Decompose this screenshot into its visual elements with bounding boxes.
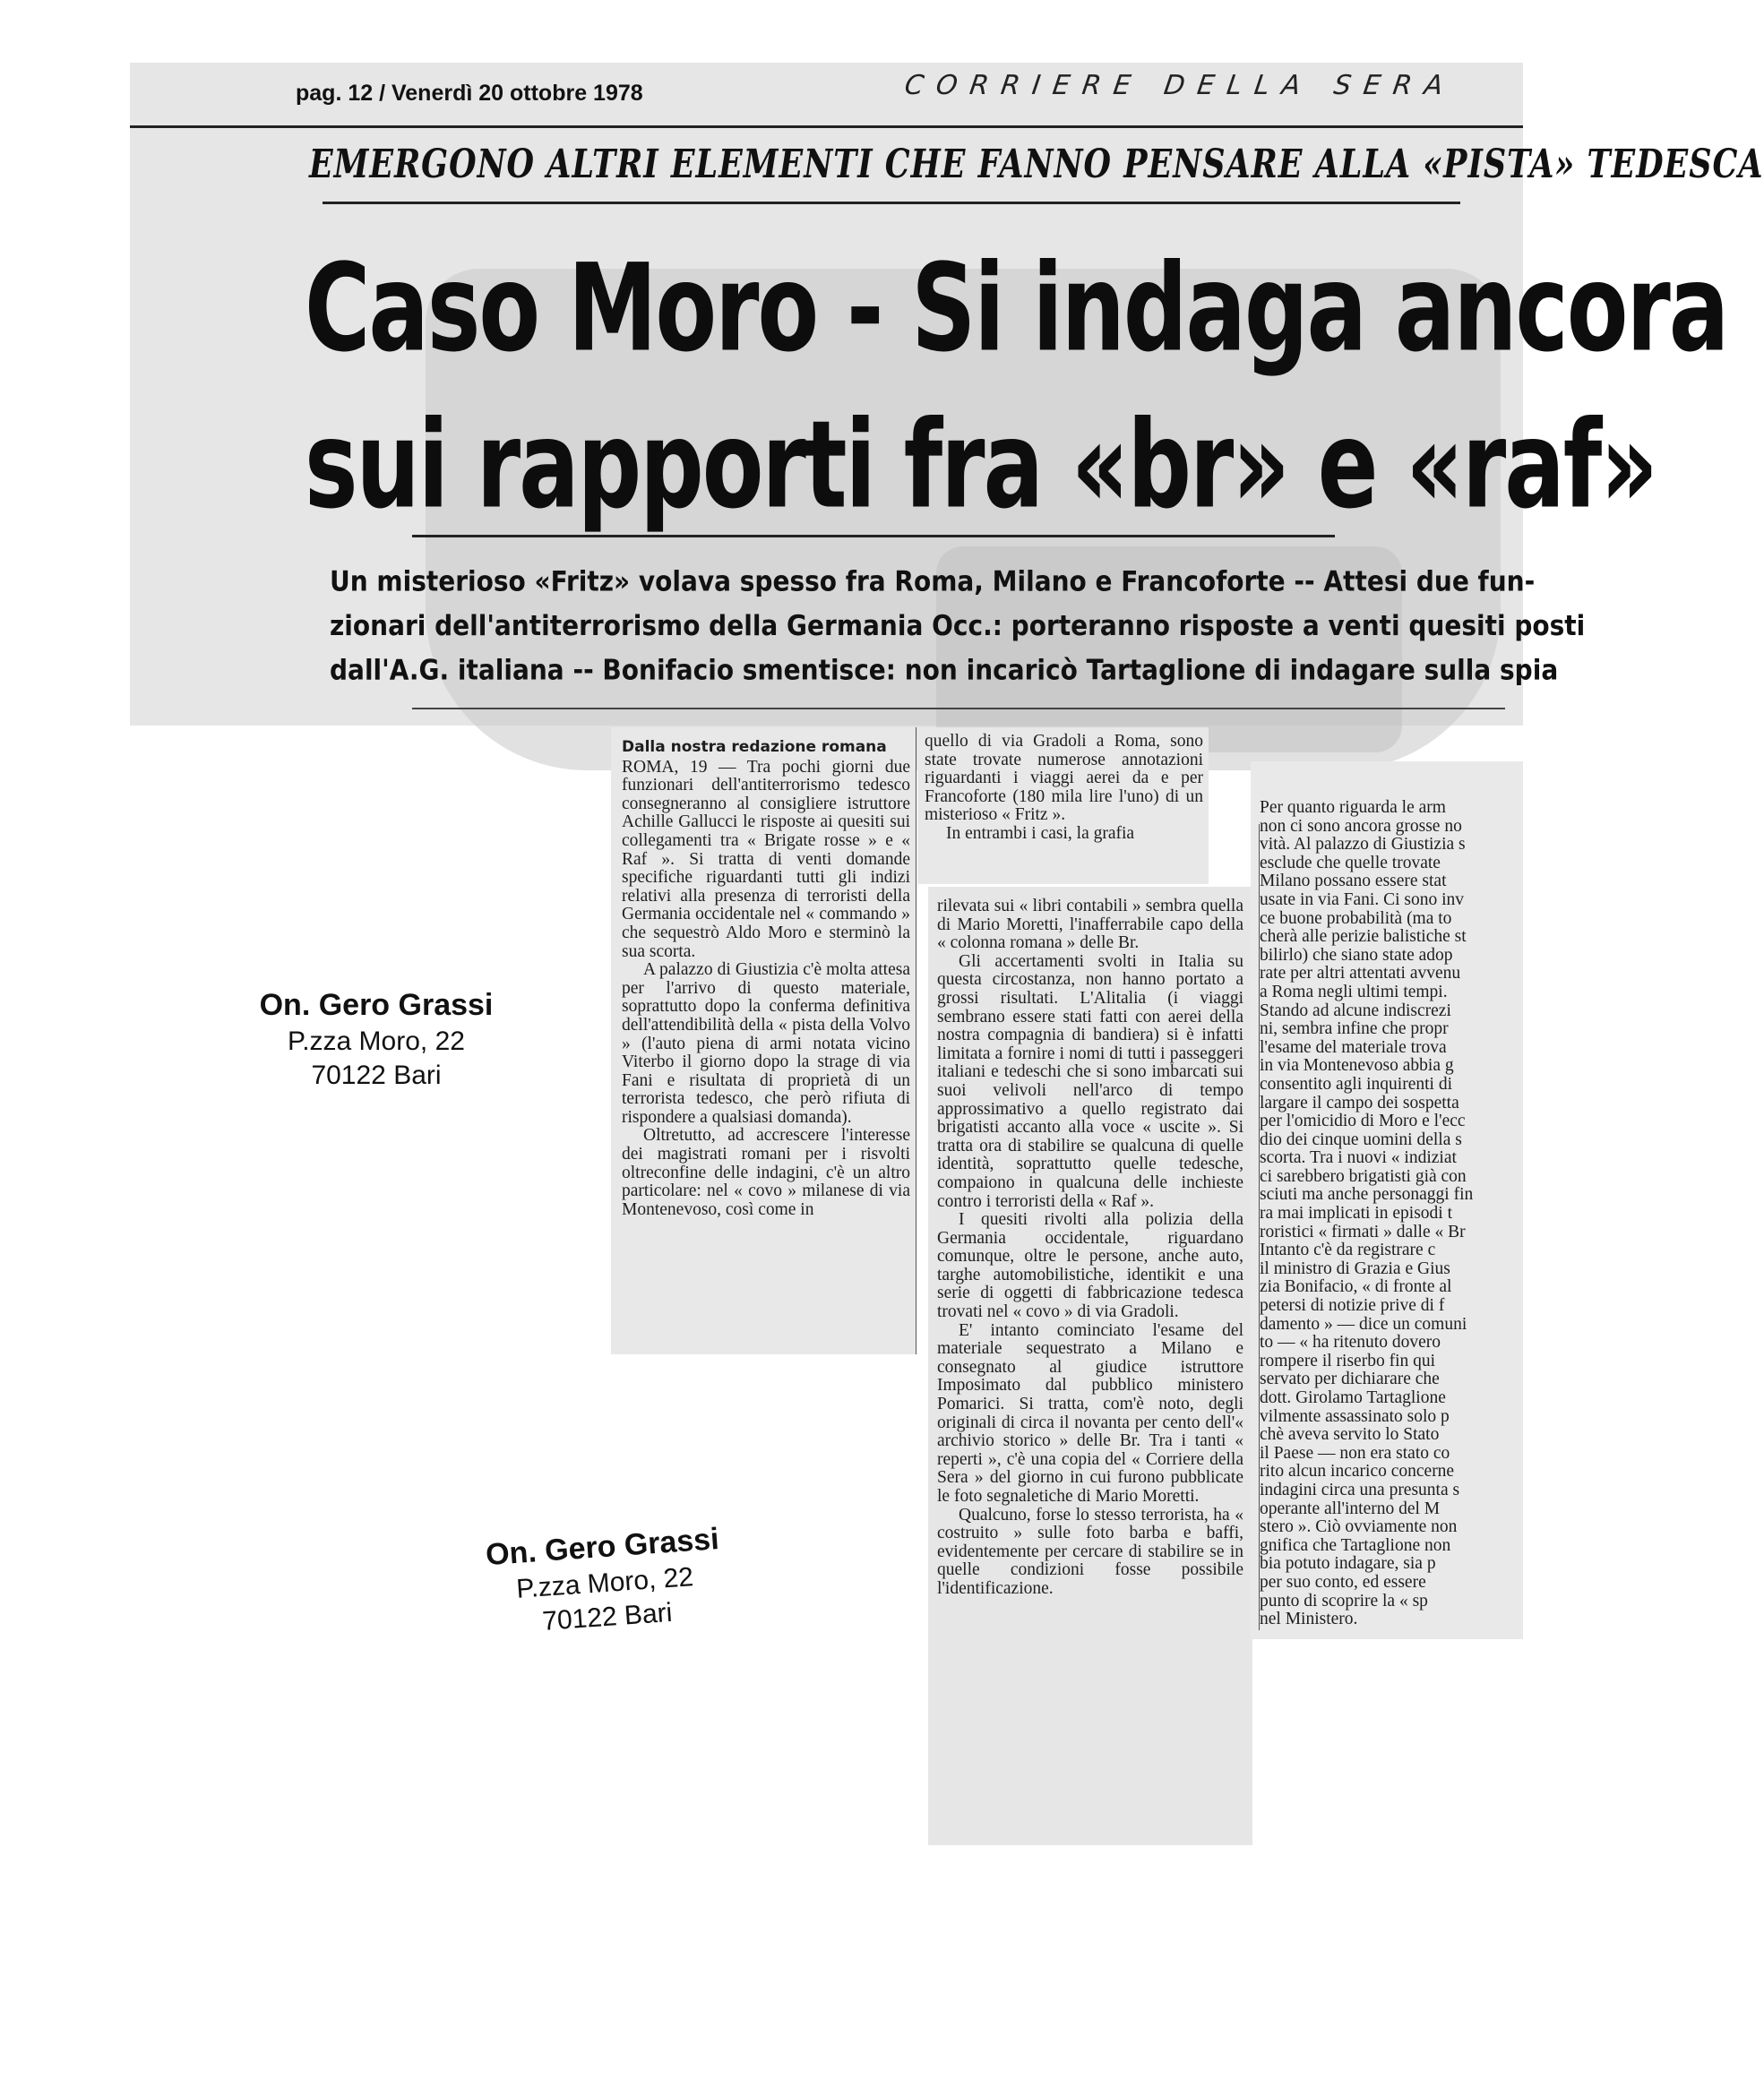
column-4-line: dott. Girolamo Tartaglione [1260,1388,1446,1407]
article-column-4 [1251,761,1523,1639]
paragraph: Qualcuno, forse lo stesso terrorista, ha « costruito » sulle foto barba e baffi, evidentemente per cercare di stabilire se in quelle condizioni fosse possibile l'identificazione. [937,1505,1243,1598]
column-4-line: punto di scoprire la « sp [1260,1591,1428,1611]
article-column-3 [928,887,1252,1845]
column-4-line: non ci sono ancora grosse no [1260,816,1462,836]
column-4-line: scorta. Tra i nuovi « indiziat [1260,1148,1457,1168]
page-info: pag. 12 / Venerdì 20 ottobre 1978 [296,81,643,106]
column-4-line: servato per dichiarare che [1260,1370,1440,1389]
column-4-line: bia potuto indagare, sia p [1260,1554,1436,1574]
column-4-line: il Paese — non era stato co [1260,1443,1450,1463]
column-4-line: dio dei cinque uomini della s [1260,1130,1462,1149]
column-4-line: per l'omicidio di Moro e l'ecc [1260,1112,1466,1131]
headline-line-1: Caso Moro - Si indaga ancora [305,237,1728,379]
column-4-line: Stando ad alcune indiscrezi [1260,1001,1451,1020]
paragraph: In entrambi i casi, la grafia [946,823,1135,843]
handwritten-masthead: CORRIERE DELLA SERA [902,70,1458,101]
column-4-line: nel Ministero. [1260,1610,1358,1629]
deck-line: Un misterioso «Fritz» volava spesso fra Roma, Milano e Francoforte -- Attesi due fun- [330,564,1536,598]
byline: Dalla nostra redazione romana [622,738,887,756]
column-4-line: bilirlo) che siano state adop [1260,945,1453,965]
column-4-line: damento » — dice un comuni [1260,1314,1467,1334]
headline-line-2: sui rapporti fra «br» e «raf» [305,394,1656,536]
column-4-line: a Roma negli ultimi tempi. [1260,982,1448,1001]
column-4-line: ni, sembra infine che propr [1260,1019,1449,1039]
column-4-line: Per quanto riguarda le arm [1260,798,1446,817]
column-4-line: rompere il riserbo fin qui [1260,1351,1436,1370]
column-rule-2 [1259,824,1260,1630]
column-4-line: vilmente assassinato solo p [1260,1406,1450,1426]
column-4-line: ci sarebbero brigatisti già con [1260,1166,1467,1186]
deck-line: dall'A.G. italiana -- Bonifacio smentisce: non incaricò Tartaglione di indagare sulla spia [330,653,1559,687]
article-column-1 [611,727,916,1354]
paragraph: ROMA, 19 — Tra pochi giorni due funzionari dell'antiterrorismo tedesco consegneranno al consigliere istruttore Achille Gallucci le risposte ai quesiti sui collegamenti tra « Brigate rosse » e « Raf ». Si tratta di venti domande specifiche riguardanti tutti gli indizi relativi alla presenza di terroristi della Germania occidentale nel « commando » che sequestrò Aldo Moro e sterminò la sua scorta. [622,757,910,961]
stamp-city: 70122 Bari [311,1061,442,1090]
column-4-line: to — « ha ritenuto dovero [1260,1333,1441,1353]
column-4-line: vità. Al palazzo di Giustizia s [1260,835,1466,855]
column-4-line: consentito agli inquirenti di [1260,1074,1453,1094]
column-4-line: in via Montenevoso abbia g [1260,1056,1454,1076]
paragraph: Gli accertamenti svolti in Italia su questa circostanza, non hanno portato a grossi risultati. L'Alitalia (i viaggi sembrano essere stati fatti con aerei della nostra compagnia di bandiera) si è infatti limitata a fornire i nomi di tutti i passeggeri italiani e tedeschi che si sono imbarcati sui suoi velivoli nell'arco di tempo approssimativo a quello registrato dai brigatisti accanto alla voce « uscite ». Si tratta ora di stabilire se qualcuna di quelle identità, soprattutto quelle tedesche, compaiono in qualcuna delle inchieste contro i terroristi della « Raf ». [937,951,1243,1211]
page-top-rule [130,125,1523,128]
column-4-line: ra mai implicati in episodi t [1260,1204,1452,1224]
deck-rule [412,708,1505,709]
column-4-line: petersi di notizie prive di f [1260,1296,1445,1316]
stamp-name: On. Gero Grassi [259,988,494,1022]
stamp-name: On. Gero Grassi [484,1522,720,1573]
column-4-line: sciuti ma anche personaggi fin [1260,1185,1474,1205]
stamp-street: P.zza Moro, 22 [288,1027,465,1056]
address-stamp [215,985,538,1093]
deck-line: zionari dell'antiterrorismo della Germania Occ.: porteranno risposte a venti quesiti posti [330,608,1586,642]
article-column-2 [917,727,1209,884]
column-4-lines [1260,799,1523,1629]
column-4-line: per suo conto, ed essere [1260,1572,1426,1592]
column-4-line: gnifica che Tartaglione non [1260,1535,1451,1555]
paragraph: quello di via Gradoli a Roma, sono state trovate numerose annotazioni riguardanti i viaggi aerei da e per Francoforte (180 mila lire l'uno) di un misterioso « Fritz ». [925,732,1203,825]
column-4-line: largare il campo dei sospetta [1260,1093,1459,1112]
article-kicker: EMERGONO ALTRI ELEMENTI CHE FANNO PENSARE ALLA «PISTA» TEDESCA [309,142,1764,188]
column-4-line: rate per altri attentati avvenu [1260,964,1461,984]
column-4-line: chè aveva servito lo Stato [1260,1425,1440,1445]
column-4-line: zia Bonifacio, « di fronte al [1260,1277,1452,1297]
paragraph: I quesiti rivolti alla polizia della Germania occidentale, riguardano comunque, oltre le persone, anche auto, targhe automobilistiche, identikit e una serie di oggetti di fabbricazione tedesca trovati nel « covo » di via Gradoli. [937,1210,1243,1322]
column-4-line: roristici « firmati » dalle « Br [1260,1222,1466,1241]
column-4-line: ce buone probabilità (ma to [1260,908,1452,928]
column-4-line: Intanto c'è da registrare c [1260,1241,1436,1260]
column-4-line: l'esame del materiale trova [1260,1037,1447,1057]
column-4-line: operante all'interno del M [1260,1499,1441,1518]
stamp-street: P.zza Moro, 22 [515,1562,695,1604]
article-deck [330,560,1586,692]
column-4-line: stero ». Ciò ovviamente non [1260,1517,1458,1537]
column-4-line: cherà alle perizie balistiche st [1260,927,1467,947]
headline-rule [412,535,1335,537]
paragraph: E' intanto cominciato l'esame del materiale sequestrato a Milano e consegnato al giudice istruttore Imposimato dal pubblico ministero Pomarici. Si tratta, com'è noto, degli originali di circa il novanta per cento dell'« archivio storico » delle Br. Tra i tanti « reperti », c'è una copia del « Corriere della Sera » del giorno in cui furono pubblicate le foto segnaletiche di Mario Moretti. [937,1320,1243,1506]
column-4-line: esclude che quelle trovate [1260,853,1441,872]
stamp-city: 70122 Bari [541,1597,674,1636]
paragraph: rilevata sui « libri contabili » sembra quella di Mario Moretti, l'inafferrabile capo della « colonna romana » delle Br. [937,897,1243,953]
column-4-line: indagini circa una presunta s [1260,1480,1460,1499]
address-stamp [440,1516,769,1646]
kicker-rule [323,202,1460,204]
column-4-line: rito alcun incarico concerne [1260,1462,1455,1482]
column-4-line: il ministro di Grazia e Gius [1260,1258,1450,1278]
paragraph: A palazzo di Giustizia c'è molta attesa per l'arrivo di questo materiale, soprattutto dopo la conferma definitiva dell'attendibilità della « pista della Volvo » (l'auto piena di armi notata vicino Viterbo il giorno dopo la strage di via Fani e risultata di proprietà di un terrorista tedesco, che però rifiuta di rispondere a qualsiasi domanda). [622,960,910,1127]
paragraph: Oltretutto, ad accrescere l'interesse dei magistrati romani per i risvolti oltreconfine delle indagini, c'è un altro particolare: nel « covo » milanese di via Montenevoso, così come in [622,1126,910,1219]
column-4-line: usate in via Fani. Ci sono inv [1260,889,1465,909]
column-4-line: Milano possano essere stat [1260,872,1447,891]
